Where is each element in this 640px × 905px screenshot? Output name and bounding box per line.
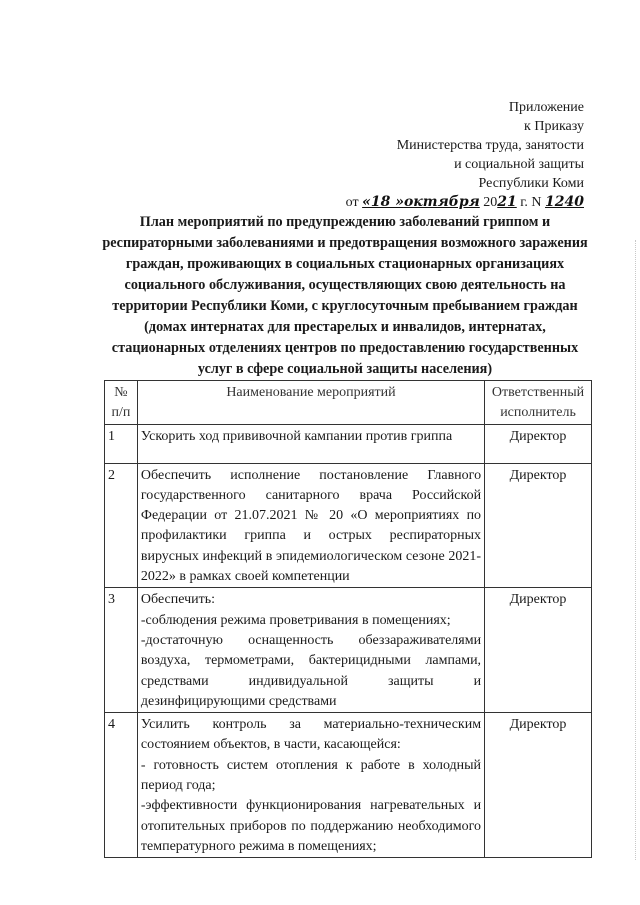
order-month: октября (403, 194, 480, 210)
order-prefix: от (345, 195, 359, 210)
row-num: 2 (105, 463, 138, 588)
row-responsible: Директор (485, 713, 592, 858)
order-year-suffix: 21 (497, 194, 517, 210)
row-name-line: - готовность систем отопления к работе в холодный период года; (140, 757, 482, 794)
appendix-line: к Приказу (524, 119, 584, 134)
appendix-header (346, 98, 584, 212)
header-num: № п/п (105, 381, 138, 425)
row-responsible: Директор (485, 588, 592, 713)
row-name (137, 424, 484, 463)
plan-table (104, 380, 592, 858)
row-name-line: -соблюдения режима проветривания в помещениях; (140, 612, 451, 628)
table-row (105, 713, 592, 858)
row-name (137, 713, 484, 858)
table-row (105, 463, 592, 588)
appendix-line: Республики Коми (478, 176, 584, 191)
appendix-line: Приложение (508, 100, 584, 115)
order-day: «18 » (362, 194, 404, 210)
header-name: Наименование мероприятий (137, 381, 484, 425)
row-num: 3 (105, 588, 138, 713)
scan-edge-mark (634, 240, 636, 860)
order-year-after: г. N (520, 195, 542, 210)
table-header-row (105, 381, 592, 425)
row-name-line: Обеспечить исполнение постановление Главного государственного санитарного врача Российской Федерации от 21.07.2021 № 20 «О мероприятиях по профилактики гриппа и острых респираторных вирусных инфекций в эпидемиологическом сезоне 2021-2022» в рамках своей компетенции (140, 467, 482, 585)
row-responsible: Директор (485, 463, 592, 588)
row-name (137, 588, 484, 713)
order-date-line (346, 193, 584, 212)
row-responsible: Директор (485, 424, 592, 463)
appendix-line: Министерства труда, занятости (396, 138, 584, 153)
row-num: 1 (105, 424, 138, 463)
plan-title: План мероприятий по предупреждению заболеваний гриппом и респираторными заболеваниями и предотвращения возможного заражения граждан, проживающих в социальных стационарных организациях социального обслуживания, осуществляющих свою деятельность на территории Республики Коми, с круглосуточным пребыванием граждан (домах интернатах для престарелых и инвалидов, интернатах, стационарных отделениях центров по предоставлению государственных услуг в сфере социальной защиты населения) (102, 214, 588, 377)
appendix-line: и социальной защиты (454, 157, 584, 172)
order-year-prefix: 20 (483, 195, 498, 210)
table-row (105, 588, 592, 713)
table-row (105, 424, 592, 463)
header-responsible: Ответственный исполнитель (485, 381, 592, 425)
row-name-line: -достаточную оснащенность обеззараживателями воздуха, термометрами, бактерицидными лампами, средствами индивидуальной защиты и дезинфицирующими средствами (140, 632, 482, 709)
order-number: 1240 (545, 194, 584, 210)
row-name-line: Обеспечить: (140, 592, 215, 608)
row-name-line: Ускорить ход прививочной кампании против гриппа (140, 428, 453, 444)
row-name-line: -эффективности функционирования нагревательных и отопительных приборов по поддержанию необходимого температурного режима в помещениях; (140, 798, 482, 854)
row-name (137, 463, 484, 588)
row-name-line: Усилить контроль за материально-техническим состоянием объектов, в части, касающейся: (140, 717, 482, 753)
row-num: 4 (105, 713, 138, 858)
